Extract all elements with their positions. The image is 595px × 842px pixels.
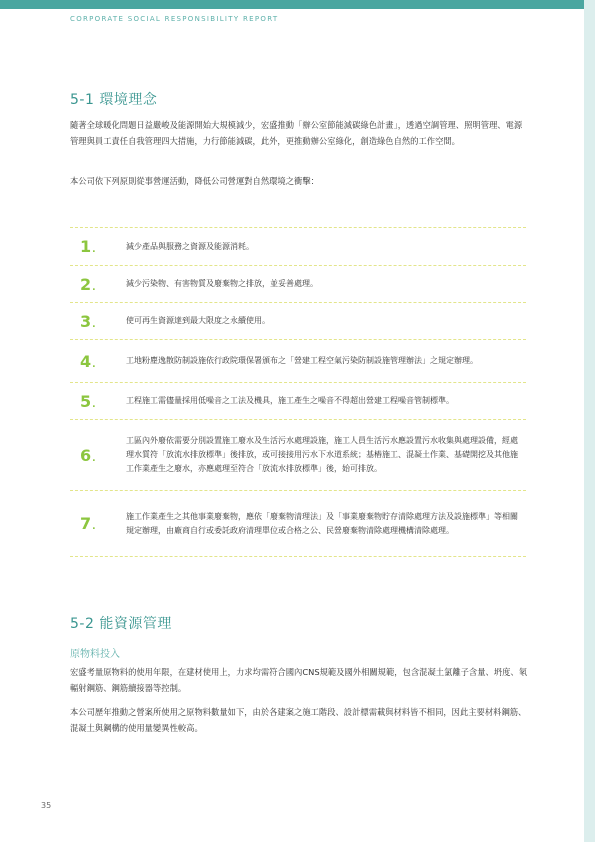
principle-item	[70, 419, 526, 490]
principle-number: 6.	[80, 445, 96, 465]
principle-number: 5.	[80, 391, 96, 411]
principle-number: 2.	[80, 274, 96, 294]
principle-text: 工區內外廢依需要分別設置施工廢水及生活污水處理設施，施工人員生活污水應設置污水收集與處理設備，經處理水質符「放流水排放標準」後排放，或可接接用污水下水道系統；基樁施工、混凝土作業、基礎開挖及其他施工作業產生之廢水，亦應處理至符合「放流水排放標準」後，始可排放。	[126, 436, 518, 473]
report-header: CORPORATE SOCIAL RESPONSIBILITY REPORT	[70, 15, 279, 23]
principle-text: 工程施工需儘量採用低噪音之工法及機具，施工產生之噪音不得超出營建工程噪音管制標準。	[126, 396, 454, 405]
principle-item	[70, 227, 526, 265]
principles-list	[70, 227, 526, 557]
principle-item	[70, 265, 526, 302]
principle-text: 減少產品與服務之資源及能源消耗。	[126, 241, 254, 251]
principle-text: 使可再生資源達到最大限度之永續使用。	[126, 316, 270, 325]
principle-number: 7.	[80, 514, 96, 533]
principle-text: 工地粉塵逸散防制設施依行政院環保署頒布之「營建工程空氣污染防制設施管理辦法」之規定辦理。	[126, 356, 478, 365]
principle-item	[70, 490, 526, 557]
principle-text: 施工作業產生之其他事業廢棄物，應依「廢棄物清理法」及「事業廢棄物貯存清除處理方法及設施標準」等相關規定辦理，由廠商自行或委託政府清理單位或合格之公、民營廢棄物清除處理機構清除處理。	[126, 511, 518, 535]
principles-lead: 本公司依下列原則從事營運活動，降低公司營運對自然環境之衝擊：	[70, 176, 319, 186]
intro-paragraph: 隨著全球暖化問題日益嚴峻及能源開始大規模減少，宏盛推動「辦公室節能減碳綠色計畫」，透過空調管理、照明管理、電源管理與員工責任自我管理四大措施，力行節能減碳，此外，更推動辦公室綠化，創造綠色自然的工作空間。	[70, 120, 523, 146]
principle-item	[70, 302, 526, 339]
section-title-environment: 5-1 環境理念	[70, 92, 158, 108]
principle-number: 4.	[80, 351, 96, 371]
principle-item	[70, 339, 526, 382]
principle-number: 3.	[80, 311, 96, 331]
principle-item	[70, 382, 526, 419]
materials-usage-paragraph: 本公司歷年推動之營案所使用之原物料數量如下，由於各建案之施工階段、設計標需載與材料皆不相同，因此主要材料鋼筋、混凝土與鋼構的使用量變異性較高。	[70, 707, 527, 733]
side-accent-bar	[584, 0, 595, 842]
materials-paragraph: 宏盛考量原物料的使用年限，在建材使用上，力求均需符合國內CNS規範及國外相關規範，包含混凝土氯離子含量、坍度、氡輻射鋼筋、鋼筋續接器等控制。	[70, 667, 528, 693]
subsection-title-materials: 原物料投入	[70, 649, 120, 660]
page-number: 35	[41, 801, 52, 810]
principle-number: 1.	[80, 237, 96, 256]
top-accent-bar	[0, 0, 595, 9]
section-title-resources: 5-2 能資源管理	[70, 616, 172, 632]
principle-text: 減少污染物、有害物質及廢棄物之排放，並妥善處理。	[126, 279, 318, 288]
